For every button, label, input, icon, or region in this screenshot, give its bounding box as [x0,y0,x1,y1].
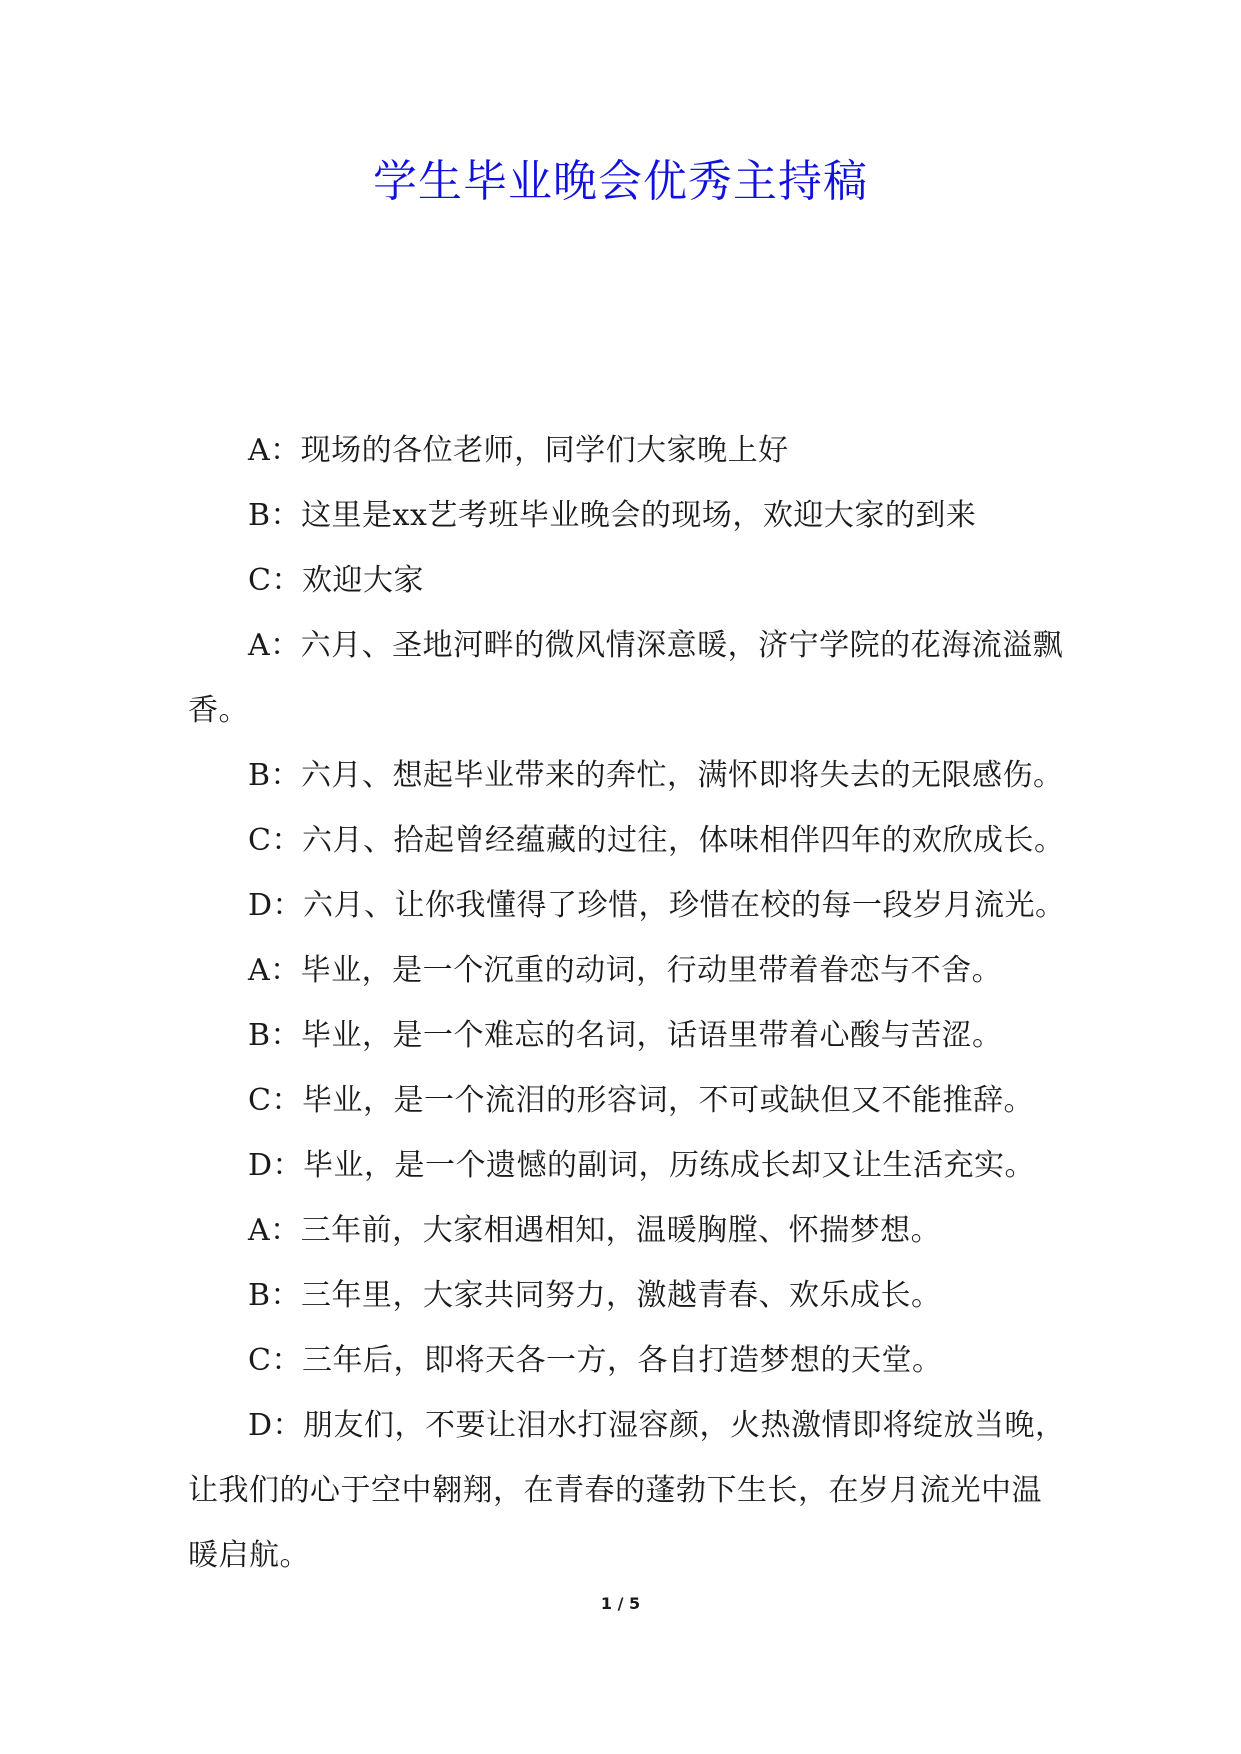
page-number: 1 / 5 [600,1594,641,1613]
document-title: 学生毕业晚会优秀主持稿 [373,156,868,207]
paragraph: A：三年前，大家相遇相知，温暖胸膛、怀揣梦想。 [248,1213,942,1248]
paragraph: C：毕业，是一个流泪的形容词，不可或缺但又不能推辞。 [248,1083,1034,1118]
paragraph: A：六月、圣地河畔的微风情深意暖，济宁学院的花海流溢飘香。 [188,628,1064,728]
paragraph: A：现场的各位老师，同学们大家晚上好 [248,433,789,468]
paragraph: B：这里是xx艺考班毕业晚会的现场，欢迎大家的到来 [248,498,977,533]
paragraph: B：六月、想起毕业带来的奔忙，满怀即将失去的无限感伤。 [248,758,1064,793]
paragraph: C：三年后，即将天各一方，各自打造梦想的天堂。 [248,1343,943,1378]
paragraph: C：六月、拾起曾经蕴藏的过往，体味相伴四年的欢欣成长。 [248,823,1065,858]
paragraph: D：六月、让你我懂得了珍惜，珍惜在校的每一段岁月流光。 [248,888,1066,923]
paragraph: D：朋友们，不要让泪水打湿容颜，火热激情即将绽放当晚，让我们的心于空中翱翔，在青春的蓬勃下生长，在岁月流光中温暖启航。 [188,1408,1066,1573]
paragraph: B：三年里，大家共同努力，激越青春、欢乐成长。 [248,1278,942,1313]
paragraph: B：毕业，是一个难忘的名词，话语里带着心酸与苦涩。 [248,1018,1003,1053]
paragraph: D：毕业，是一个遗憾的副词，历练成长却又让生活充实。 [248,1148,1036,1183]
paragraph: C：欢迎大家 [248,563,424,598]
document-body [188,418,1068,1588]
paragraph: A：毕业，是一个沉重的动词，行动里带着眷恋与不舍。 [248,953,1003,988]
